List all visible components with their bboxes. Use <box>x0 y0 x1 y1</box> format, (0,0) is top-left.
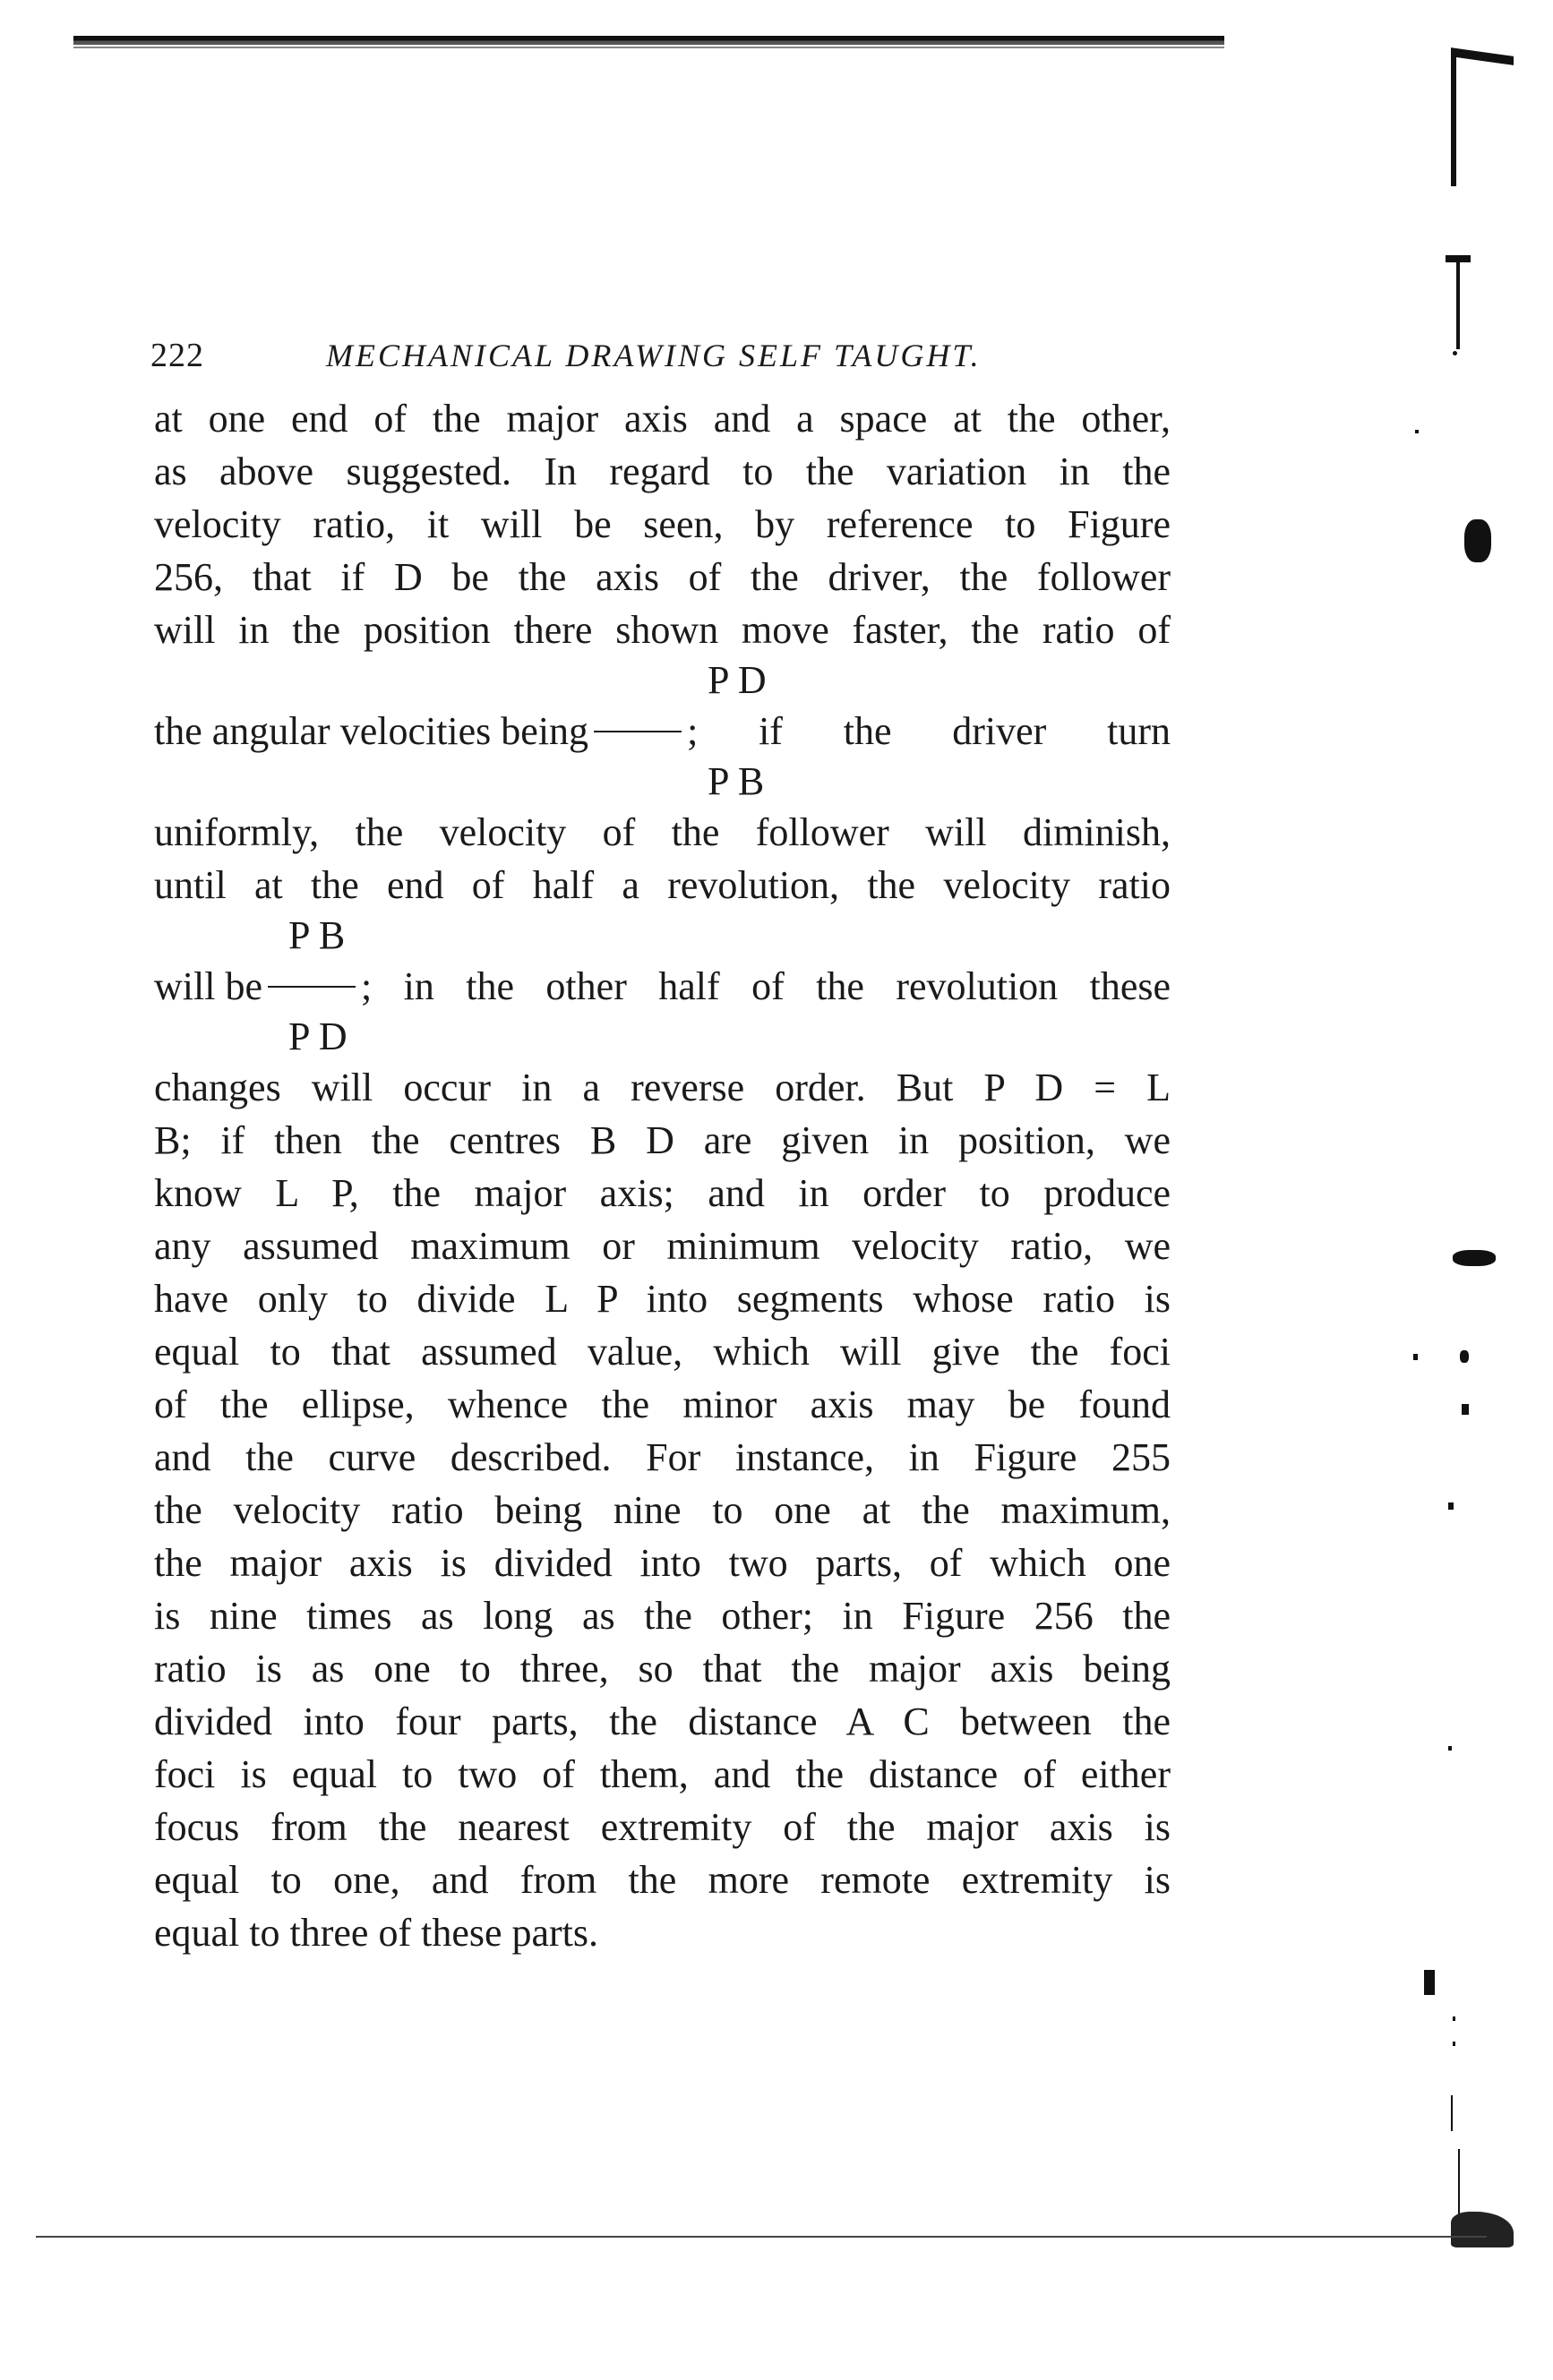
top-scan-rule <box>73 36 1224 45</box>
text-line: the velocity ratio being nine to one at the maximum, <box>154 1488 1171 1532</box>
margin-mark <box>1464 519 1491 562</box>
margin-mark <box>1462 1404 1469 1415</box>
margin-mark <box>1424 1970 1435 1995</box>
fraction-1-denominator-row <box>154 758 1171 806</box>
text-line: B; if then the centres B D are given in position, we <box>154 1118 1171 1162</box>
text-line: at one end of the major axis and a space at the other, <box>154 397 1171 441</box>
fraction-2-numerator-row <box>154 912 1171 960</box>
text-line: of the ellipse, whence the minor axis may be found <box>154 1383 1171 1426</box>
margin-mark <box>1451 47 1514 65</box>
fraction-2-before: will be <box>154 964 262 1008</box>
text-line: velocity ratio, it will be seen, by reference to Figure <box>154 502 1171 546</box>
bottom-scan-rule <box>36 2236 1487 2238</box>
text-line: divided into four parts, the distance A C between the <box>154 1699 1171 1743</box>
margin-mark <box>1456 255 1460 349</box>
fraction-1-numerator-row <box>154 656 1171 705</box>
fraction-1-denominator: P B <box>708 759 765 803</box>
margin-mark <box>1453 1250 1496 1266</box>
text-line: ratio is as one to three, so that the major axis being <box>154 1647 1171 1691</box>
margin-mark <box>1451 2212 1514 2247</box>
text-line: the major axis is divided into two parts, of which one <box>154 1541 1171 1585</box>
text-line: focus from the nearest extremity of the major axis is <box>154 1805 1171 1849</box>
margin-mark <box>1460 1350 1469 1363</box>
text-line: know L P, the major axis; and in order to produce <box>154 1171 1171 1215</box>
text-line: equal to one, and from the more remote extremity is <box>154 1858 1171 1902</box>
fraction-2-numerator: P B <box>288 913 346 957</box>
fraction-2-after: ; in the other half of the revolution these <box>360 964 1171 1008</box>
text-line: as above suggested. In regard to the variation in the <box>154 449 1171 493</box>
margin-mark <box>1415 430 1419 433</box>
text-line: foci is equal to two of them, and the distance of either <box>154 1752 1171 1796</box>
text-line: will in the position there shown move faster, the ratio of <box>154 608 1171 652</box>
running-head: MECHANICAL DRAWING SELF TAUGHT. <box>326 338 982 373</box>
fraction-2-bar <box>268 986 356 988</box>
margin-mark <box>1413 1354 1418 1360</box>
margin-mark <box>1448 1746 1452 1751</box>
fraction-1-bar <box>594 731 682 732</box>
margin-mark <box>1451 52 1456 186</box>
margin-mark <box>1453 2016 1455 2021</box>
text-line: is nine times as long as the other; in Figure 256 the <box>154 1594 1171 1638</box>
fraction-1-line <box>154 705 1171 758</box>
margin-mark <box>1451 2095 1453 2131</box>
fraction-1-before: the angular velocities being <box>154 709 589 753</box>
page-header <box>150 333 1198 378</box>
text-line: equal to three of these parts. <box>154 1911 599 1955</box>
text-line: have only to divide L P into segments whose ratio is <box>154 1277 1171 1321</box>
text-line: and the curve described. For instance, in Figure 255 <box>154 1435 1171 1479</box>
fraction-2-denominator-row <box>154 1013 1171 1061</box>
top-scan-rule-thin <box>73 47 1224 48</box>
margin-mark <box>1446 255 1471 262</box>
text-line: uniformly, the velocity of the follower will diminish, <box>154 810 1171 854</box>
body-text <box>154 392 1171 1959</box>
margin-mark <box>1453 2042 1455 2046</box>
margin-mark <box>1448 1502 1454 1510</box>
page-number: 222 <box>150 337 204 374</box>
fraction-1-after: ; if the driver turn <box>687 709 1171 753</box>
text-line: equal to that assumed value, which will give the foci <box>154 1330 1171 1374</box>
text-line: changes will occur in a reverse order. But P D = L <box>154 1066 1171 1109</box>
text-line: any assumed maximum or minimum velocity ratio, we <box>154 1224 1171 1268</box>
text-line: 256, that if D be the axis of the driver, the follower <box>154 555 1171 599</box>
fraction-2-denominator: P D <box>288 1014 347 1058</box>
fraction-1-numerator: P D <box>708 658 767 702</box>
fraction-2-line <box>154 960 1171 1013</box>
margin-mark <box>1453 351 1457 355</box>
text-line: until at the end of half a revolution, the velocity ratio <box>154 863 1171 907</box>
